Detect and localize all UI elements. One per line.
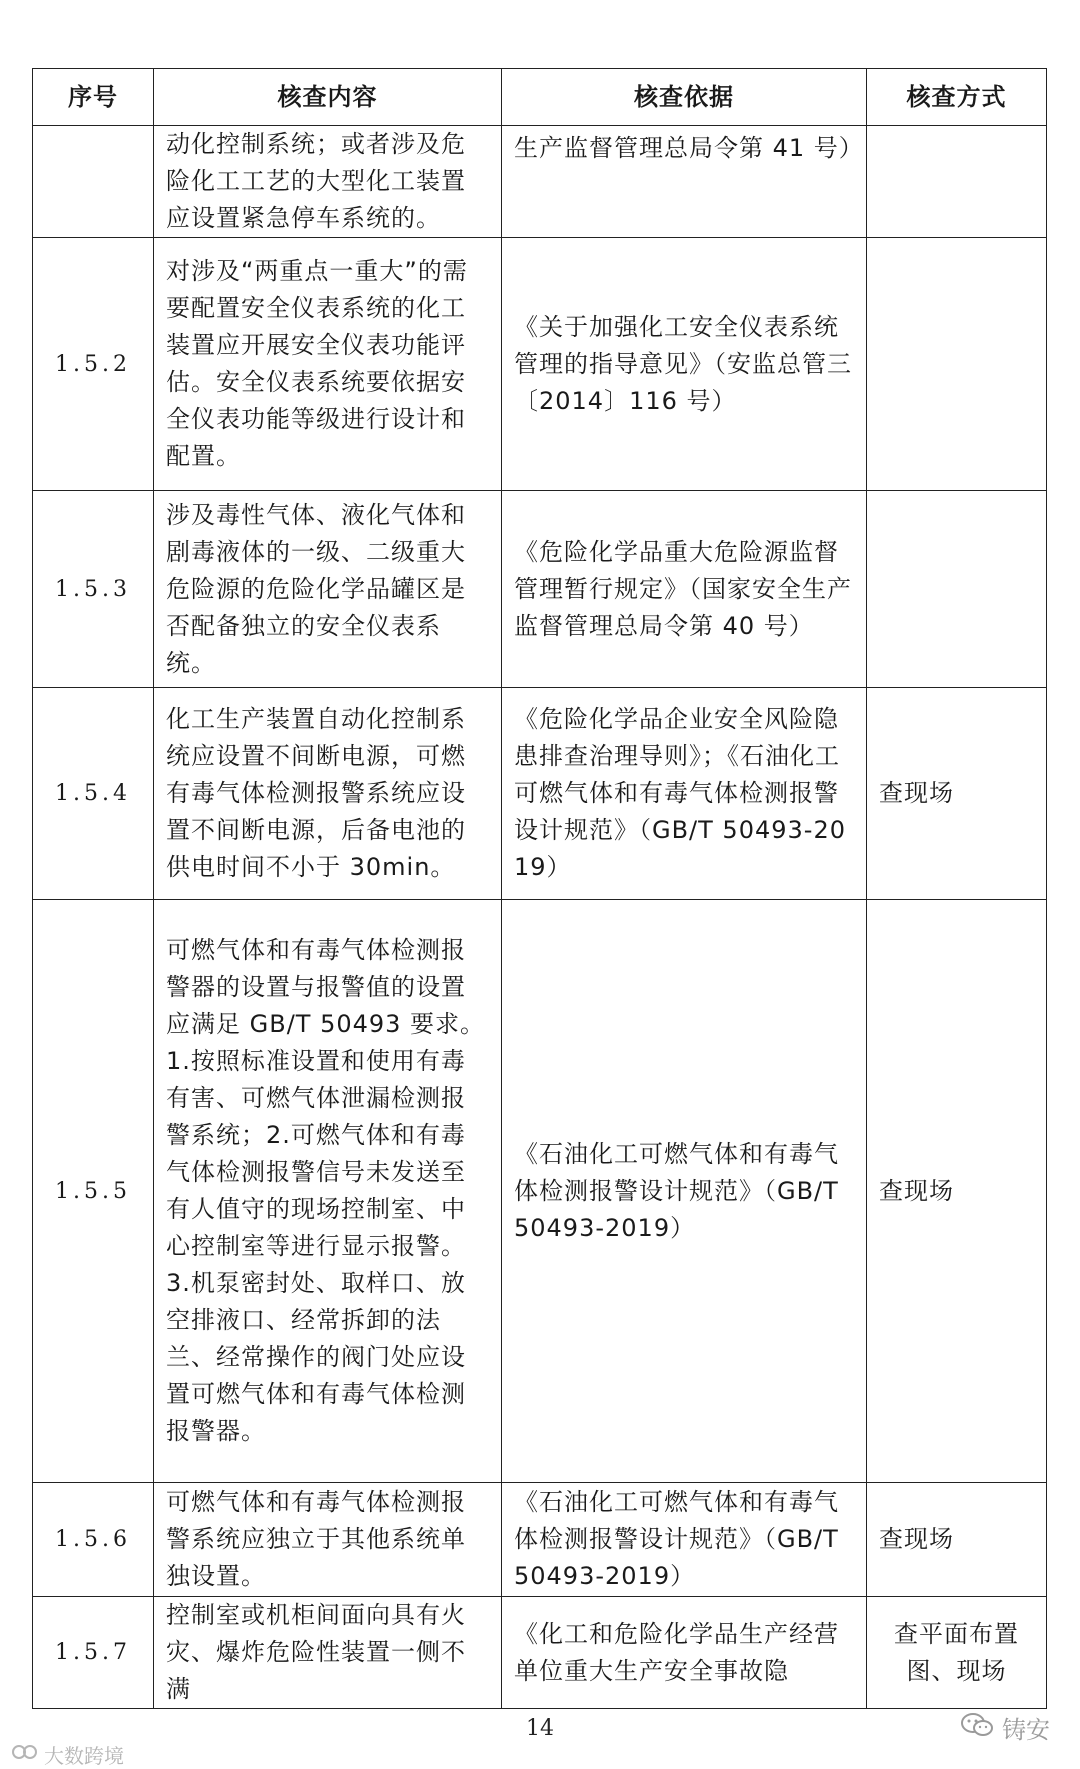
table-row <box>33 238 1047 491</box>
row-basis: 《危险化学品企业安全风险隐患排查治理导则》；《石油化工可燃气体和有毒气体检测报警设计规范》（GB/T 50493-2019） <box>502 688 867 900</box>
watermark-right <box>960 1710 1050 1745</box>
inspection-table-wrapper <box>32 68 1046 1709</box>
wechat-icon <box>960 1712 994 1744</box>
row-content: 控制室或机柜间面向具有火灾、爆炸危险性装置一侧不满 <box>154 1597 502 1709</box>
row-serial: 1.5.4 <box>33 688 154 900</box>
row-serial: 1.5.6 <box>33 1483 154 1597</box>
header-content: 核查内容 <box>154 69 502 126</box>
row-method: 查现场 <box>867 900 1047 1483</box>
row-method: 查现场 <box>867 688 1047 900</box>
row-method <box>867 126 1047 238</box>
row-content: 对涉及“两重点一重大”的需要配置安全仪表系统的化工装置应开展安全仪表功能评估。安全仪表系统要依据安全仪表功能等级进行设计和配置。 <box>154 238 502 491</box>
row-method: 查现场 <box>867 1483 1047 1597</box>
watermark-left-text: 大数跨境 <box>44 1744 124 1768</box>
row-basis: 《危险化学品重大危险源监督管理暂行规定》（国家安全生产监督管理总局令第 40 号） <box>502 491 867 688</box>
row-basis: 《石油化工可燃气体和有毒气体检测报警设计规范》（GB/T 50493-2019） <box>502 900 867 1483</box>
row-serial <box>33 126 154 238</box>
header-method: 核查方式 <box>867 69 1047 126</box>
row-method <box>867 238 1047 491</box>
row-basis: 生产监督管理总局令第 41 号） <box>502 126 867 238</box>
row-basis: 《化工和危险化学品生产经营单位重大生产安全事故隐 <box>502 1597 867 1709</box>
watermark-right-text: 铸安 <box>1002 1716 1050 1744</box>
header-serial: 序号 <box>33 69 154 126</box>
row-content: 可燃气体和有毒气体检测报警系统应独立于其他系统单独设置。 <box>154 1483 502 1597</box>
row-basis: 《石油化工可燃气体和有毒气体检测报警设计规范》（GB/T 50493-2019） <box>502 1483 867 1597</box>
row-serial: 1.5.5 <box>33 900 154 1483</box>
row-serial: 1.5.3 <box>33 491 154 688</box>
row-content: 可燃气体和有毒气体检测报警器的设置与报警值的设置应满足 GB/T 50493 要求。1.按照标准设置和使用有毒有害、可燃气体泄漏检测报警系统；2.可燃气体和有毒气体检测报警信号未发送至有人值守的现场控制室、中心控制室等进行显示报警。3.机泵密封处、取样口、放空排液口、经常拆卸的法兰、经常操作的阀门处应设置可燃气体和有毒气体检测报警器。 <box>154 900 502 1483</box>
row-basis: 《关于加强化工安全仪表系统管理的指导意见》（安监总管三〔2014〕116 号） <box>502 238 867 491</box>
watermark-left <box>12 1740 124 1769</box>
row-content: 化工生产装置自动化控制系统应设置不间断电源，可燃有毒气体检测报警系统应设置不间断电源，后备电池的供电时间不小于 30min。 <box>154 688 502 900</box>
table-row <box>33 1597 1047 1709</box>
row-content: 动化控制系统；或者涉及危险化工工艺的大型化工装置应设置紧急停车系统的。 <box>154 126 502 238</box>
brand-logo-icon <box>12 1742 38 1767</box>
row-content: 涉及毒性气体、液化气体和剧毒液体的一级、二级重大危险源的危险化学品罐区是否配备独立的安全仪表系统。 <box>154 491 502 688</box>
page-number: 14 <box>526 1716 554 1741</box>
row-serial: 1.5.7 <box>33 1597 154 1709</box>
table-row <box>33 126 1047 238</box>
row-method: 查平面布置图、现场 <box>867 1597 1047 1709</box>
header-basis: 核查依据 <box>502 69 867 126</box>
table-row <box>33 900 1047 1483</box>
row-method <box>867 491 1047 688</box>
table-row <box>33 1483 1047 1597</box>
row-serial: 1.5.2 <box>33 238 154 491</box>
table-row <box>33 688 1047 900</box>
table-row <box>33 491 1047 688</box>
inspection-table <box>32 68 1047 1709</box>
table-header-row <box>33 69 1047 126</box>
